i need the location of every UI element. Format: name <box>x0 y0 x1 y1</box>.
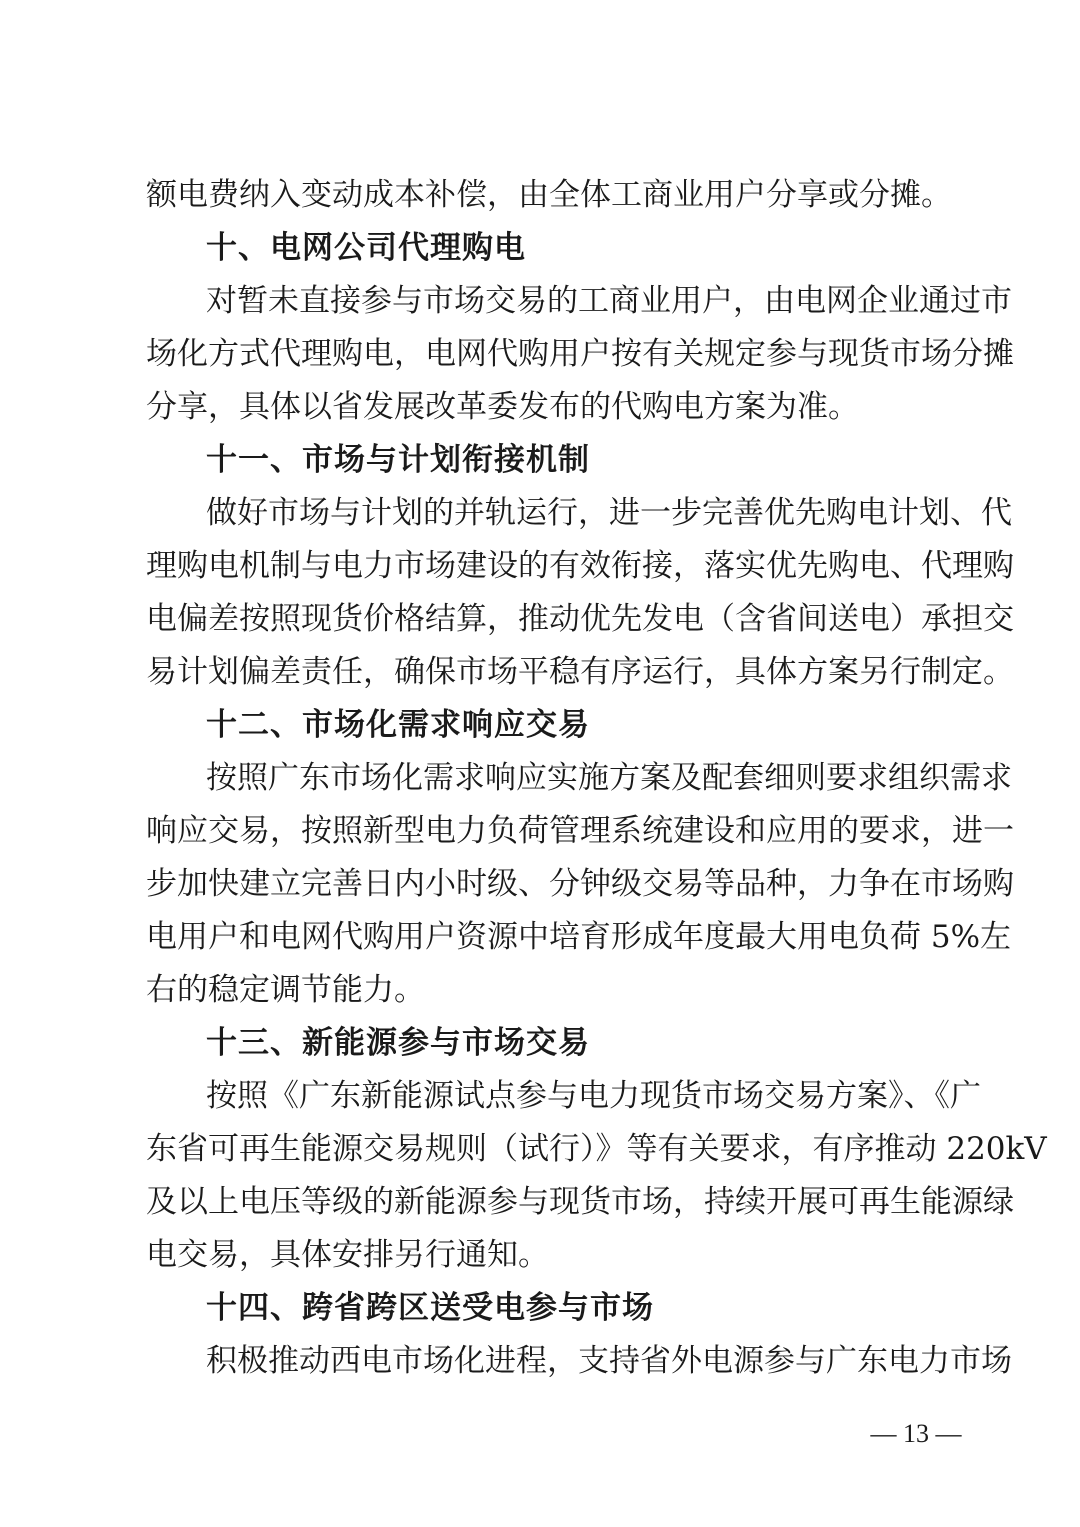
section-heading-11: 十一、市场与计划衔接机制 <box>206 442 590 478</box>
paragraph-line: 做好市场与计划的并轨运行，进一步完善优先购电计划、代 <box>206 495 1012 531</box>
paragraph-line: 及以上电压等级的新能源参与现货市场，持续开展可再生能源绿 <box>146 1184 1014 1220</box>
paragraph-line: 东省可再生能源交易规则（试行）》等有关要求，有序推动 220kV <box>146 1131 1047 1167</box>
paragraph-line: 电交易，具体安排另行通知。 <box>146 1237 549 1273</box>
paragraph-line: 分享，具体以省发展改革委发布的代购电方案为准。 <box>146 389 859 425</box>
section-heading-14: 十四、跨省跨区送受电参与市场 <box>206 1290 654 1326</box>
section-heading-13: 十三、新能源参与市场交易 <box>206 1025 590 1061</box>
paragraph-line: 右的稳定调节能力。 <box>146 972 425 1008</box>
section-heading-12: 十二、市场化需求响应交易 <box>206 707 590 743</box>
paragraph-line: 理购电机制与电力市场建设的有效衔接，落实优先购电、代理购 <box>146 548 1014 584</box>
paragraph-line: 电偏差按照现货价格结算，推动优先发电（含省间送电）承担交 <box>146 601 1014 637</box>
paragraph-line: 步加快建立完善日内小时级、分钟级交易等品种，力争在市场购 <box>146 866 1014 902</box>
section-heading-10: 十、电网公司代理购电 <box>206 230 526 266</box>
paragraph-line: 场化方式代理购电，电网代购用户按有关规定参与现货市场分摊 <box>146 336 1014 372</box>
paragraph-line: 积极推动西电市场化进程，支持省外电源参与广东电力市场 <box>206 1343 1012 1379</box>
paragraph-line: 额电费纳入变动成本补偿，由全体工商业用户分享或分摊。 <box>146 177 952 213</box>
page-number: — 13 — <box>870 1419 962 1448</box>
paragraph-line: 按照《广东新能源试点参与电力现货市场交易方案》、《广 <box>206 1078 981 1114</box>
paragraph-line: 对暂未直接参与市场交易的工商业用户，由电网企业通过市 <box>206 283 1012 319</box>
paragraph-line: 电用户和电网代购用户资源中培育形成年度最大用电负荷 5%左 <box>146 919 1012 955</box>
paragraph-line: 按照广东市场化需求响应实施方案及配套细则要求组织需求 <box>206 760 1012 796</box>
paragraph-line: 响应交易，按照新型电力负荷管理系统建设和应用的要求，进一 <box>146 813 1014 849</box>
paragraph-line: 易计划偏差责任，确保市场平稳有序运行，具体方案另行制定。 <box>146 654 1014 690</box>
